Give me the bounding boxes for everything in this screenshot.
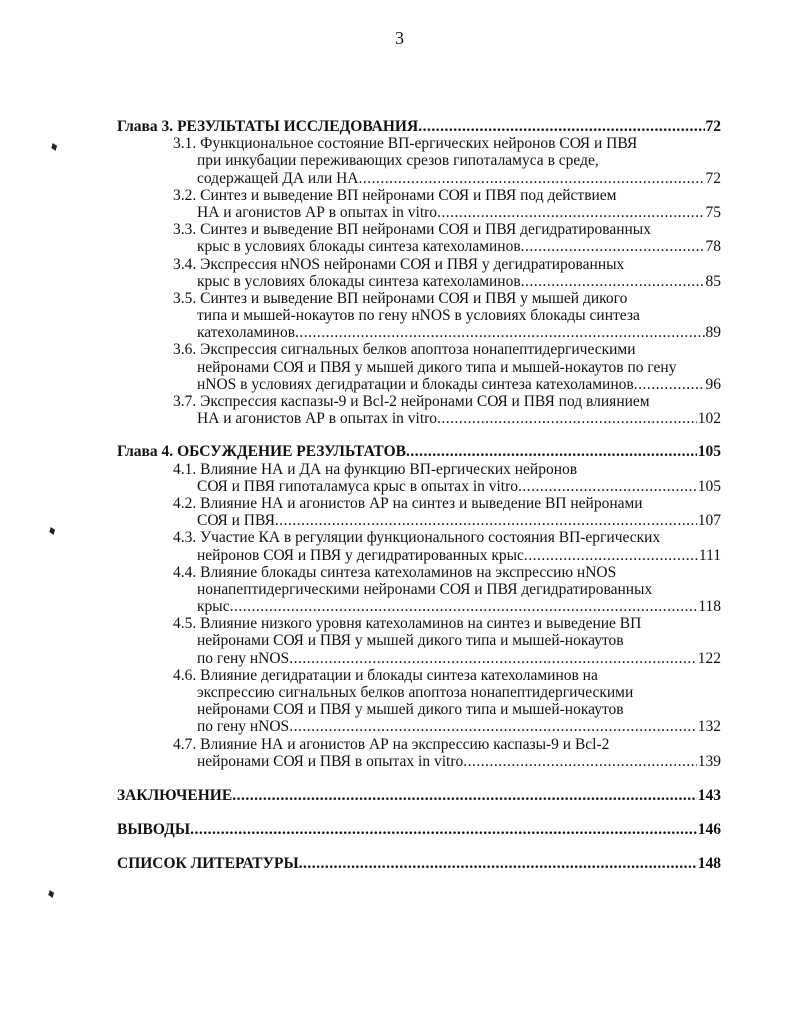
dot-leader: [437, 410, 697, 427]
section-line: [117, 650, 721, 667]
section-title-text: по гену нNOS: [197, 649, 290, 667]
section-line: [117, 701, 721, 718]
section-title-text: крыс: [197, 598, 230, 616]
dot-leader: [518, 478, 697, 495]
section-number: 3.1.: [173, 135, 197, 153]
section-line: [117, 718, 721, 735]
section-page-number: 118: [698, 598, 721, 616]
section-line: [117, 170, 721, 187]
section-line: [117, 461, 721, 478]
section-title-text: Функциональное состояние ВП-ергических нейронов СОЯ и ПВЯ: [200, 135, 638, 153]
section-title-text: Экспрессия каспазы-9 и Bcl-2 нейронами СОЯ и ПВЯ под влиянием: [200, 393, 650, 410]
section-number: 4.2.: [173, 494, 197, 512]
section-line: [117, 529, 721, 546]
section-page-number: 102: [697, 410, 721, 428]
section-number: 4.4.: [173, 563, 197, 581]
section-title-text: нейронами СОЯ и ПВЯ у мышей дикого типа и мышей-нокаутов: [197, 701, 624, 719]
chapter-page-number: 105: [697, 443, 721, 461]
section-line: [117, 393, 721, 410]
section-title-text: СОЯ и ПВЯ: [197, 512, 275, 530]
section-title-text: НА и агонистов АР в опытах in vitro: [197, 410, 438, 428]
section-line: [117, 307, 721, 324]
section-title-text: Синтез и выведение ВП нейронами СОЯ и ПВЯ дегидратированных: [200, 221, 651, 239]
section-line: [117, 410, 721, 427]
dot-leader: [521, 238, 705, 255]
chapter-page-number: 72: [705, 118, 721, 135]
section-title-text: Участие КА в регуляции функционального состояния ВП-ергических: [200, 529, 661, 547]
section-line: [117, 736, 721, 753]
section-number: 3.3.: [173, 221, 197, 239]
section-number: 3.6.: [173, 341, 197, 359]
section-line: [117, 632, 721, 649]
section-line: [117, 341, 721, 358]
margin-mark: ♦: [46, 523, 59, 540]
end-section-heading: [117, 787, 721, 804]
end-section-title: ЗАКЛЮЧЕНИЕ: [117, 786, 233, 804]
section-number: 4.6.: [173, 666, 197, 684]
section-title-text: нейронов СОЯ и ПВЯ у дегидратированных крыс: [197, 546, 524, 564]
section-title-text: нNOS в условиях дегидратации и блокады синтеза катехоламинов: [197, 375, 634, 393]
dot-leader: [299, 855, 697, 872]
section-title-text: Синтез и выведение ВП нейронами СОЯ и ПВЯ у мышей дикого: [200, 289, 628, 307]
section-page-number: 122: [697, 649, 721, 667]
chapter-heading: [117, 118, 721, 135]
section-page-number: 107: [697, 512, 721, 530]
section-title-text: содержащей ДА или НА: [197, 169, 359, 187]
margin-mark: ♦: [45, 886, 58, 903]
dot-leader: [359, 170, 705, 187]
chapter-heading: [117, 443, 721, 460]
section-line: [117, 753, 721, 770]
dot-leader: [437, 204, 704, 221]
section-line: [117, 478, 721, 495]
table-of-contents: [117, 118, 721, 873]
section-number: 3.5.: [173, 289, 197, 307]
section-line: [117, 204, 721, 221]
dot-leader: [232, 787, 697, 804]
section-line: [117, 376, 721, 393]
section-page-number: 132: [697, 718, 721, 736]
dot-leader: [463, 753, 697, 770]
chapter-label: Глава 4.: [117, 443, 174, 461]
dot-leader: [521, 273, 705, 290]
section-title-text: Влияние НА и ДА на функцию ВП-ергических нейронов: [200, 460, 578, 478]
section-page-number: 105: [697, 477, 721, 495]
section-line: [117, 667, 721, 684]
section-line: [117, 273, 721, 290]
section-title-text: крыс в условиях блокады синтеза катехоламинов: [197, 272, 521, 290]
section-line: [117, 152, 721, 169]
section-line: [117, 135, 721, 152]
dot-leader: [190, 821, 697, 838]
end-section-page-number: 143: [697, 786, 721, 804]
page-number: 3: [395, 28, 404, 48]
section-page-number: 85: [705, 272, 721, 290]
section-number: 3.7.: [173, 393, 197, 410]
section-title-text: Экспрессия сигнальных белков апоптоза нонапептидергическими: [200, 341, 636, 359]
dot-leader: [418, 118, 704, 135]
dot-leader: [406, 443, 697, 460]
section-page-number: 72: [705, 169, 721, 187]
section-page-number: 89: [705, 324, 721, 342]
section-title-text: Влияние блокады синтеза катехоламинов на экспрессию нNOS: [200, 563, 617, 581]
section-line: [117, 564, 721, 581]
section-title-text: по гену нNOS: [197, 718, 290, 736]
section-line: [117, 256, 721, 273]
dot-leader: [275, 512, 697, 529]
section-title-text: НА и агонистов АР в опытах in vitro: [197, 203, 438, 221]
section-line: [117, 221, 721, 238]
end-section-title: ВЫВОДЫ: [117, 821, 191, 839]
chapter-title: РЕЗУЛЬТАТЫ ИССЛЕДОВАНИЯ: [177, 118, 419, 135]
chapter-title: ОБСУЖДЕНИЕ РЕЗУЛЬТАТОВ: [177, 443, 406, 461]
section-number: 3.2.: [173, 186, 197, 204]
end-section-page-number: 146: [697, 821, 721, 839]
end-section-title: СПИСОК ЛИТЕРАТУРЫ: [117, 855, 299, 873]
section-number: 3.4.: [173, 255, 197, 273]
section-number: 4.5.: [173, 615, 197, 633]
dot-leader: [230, 598, 698, 615]
section-title-text: Влияние НА и агонистов АР на экспрессию каспазы-9 и Bcl-2: [200, 735, 610, 753]
section-title-text: нейронами СОЯ и ПВЯ у мышей дикого типа и мышей-нокаутов по гену: [197, 358, 677, 376]
chapter-label: Глава 3.: [117, 118, 174, 135]
section-line: [117, 359, 721, 376]
section-title-text: Влияние НА и агонистов АР на синтез и выведение ВП нейронами: [200, 494, 643, 512]
section-title-text: нонапептидергическими нейронами СОЯ и ПВЯ дегидратированных: [197, 580, 653, 598]
section-line: [117, 324, 721, 341]
section-number: 4.3.: [173, 529, 197, 547]
dot-leader: [295, 324, 704, 341]
section-title-text: Влияние низкого уровня катехоламинов на синтез и выведение ВП: [200, 615, 642, 633]
section-line: [117, 290, 721, 307]
section-title-text: нейронами СОЯ и ПВЯ в опытах in vitro: [197, 752, 464, 770]
section-page-number: 78: [705, 238, 721, 256]
section-number: 4.7.: [173, 735, 197, 753]
section-title-text: экспрессию сигнальных белков апоптоза нонапептидергическими: [197, 684, 634, 701]
dot-leader: [289, 718, 697, 735]
section-page-number: 75: [705, 203, 721, 221]
section-title-text: нейронами СОЯ и ПВЯ у мышей дикого типа и мышей-нокаутов: [197, 632, 624, 650]
section-line: [117, 547, 721, 564]
end-section-heading: [117, 821, 721, 838]
section-line: [117, 187, 721, 204]
dot-leader: [524, 547, 698, 564]
section-title-text: типа и мышей-нокаутов по гену нNOS в условиях блокады синтеза: [197, 307, 640, 325]
margin-mark: ♦: [48, 139, 61, 156]
section-line: [117, 581, 721, 598]
section-line: [117, 512, 721, 529]
section-title-text: Экспрессия нNOS нейронами СОЯ и ПВЯ у дегидратированных: [200, 255, 625, 273]
section-title-text: Влияние дегидратации и блокады синтеза катехоламинов на: [200, 666, 598, 684]
end-section-heading: [117, 855, 721, 872]
dot-leader: [634, 376, 705, 393]
section-title-text: Синтез и выведение ВП нейронами СОЯ и ПВЯ под действием: [200, 186, 617, 204]
section-page-number: 96: [705, 375, 721, 393]
section-title-text: при инкубации переживающих срезов гипоталамуса в среде,: [197, 152, 599, 170]
dot-leader: [289, 650, 697, 667]
section-line: [117, 495, 721, 512]
section-page-number: 111: [698, 546, 721, 564]
end-section-page-number: 148: [697, 855, 721, 873]
section-line: [117, 598, 721, 615]
section-title-text: крыс в условиях блокады синтеза катехоламинов: [197, 238, 521, 256]
section-title-text: катехоламинов: [197, 324, 296, 342]
section-title-text: СОЯ и ПВЯ гипоталамуса крыс в опытах in vitro: [197, 477, 519, 495]
section-line: [117, 238, 721, 255]
section-page-number: 139: [697, 752, 721, 770]
section-line: [117, 615, 721, 632]
section-number: 4.1.: [173, 460, 197, 478]
section-line: [117, 684, 721, 701]
